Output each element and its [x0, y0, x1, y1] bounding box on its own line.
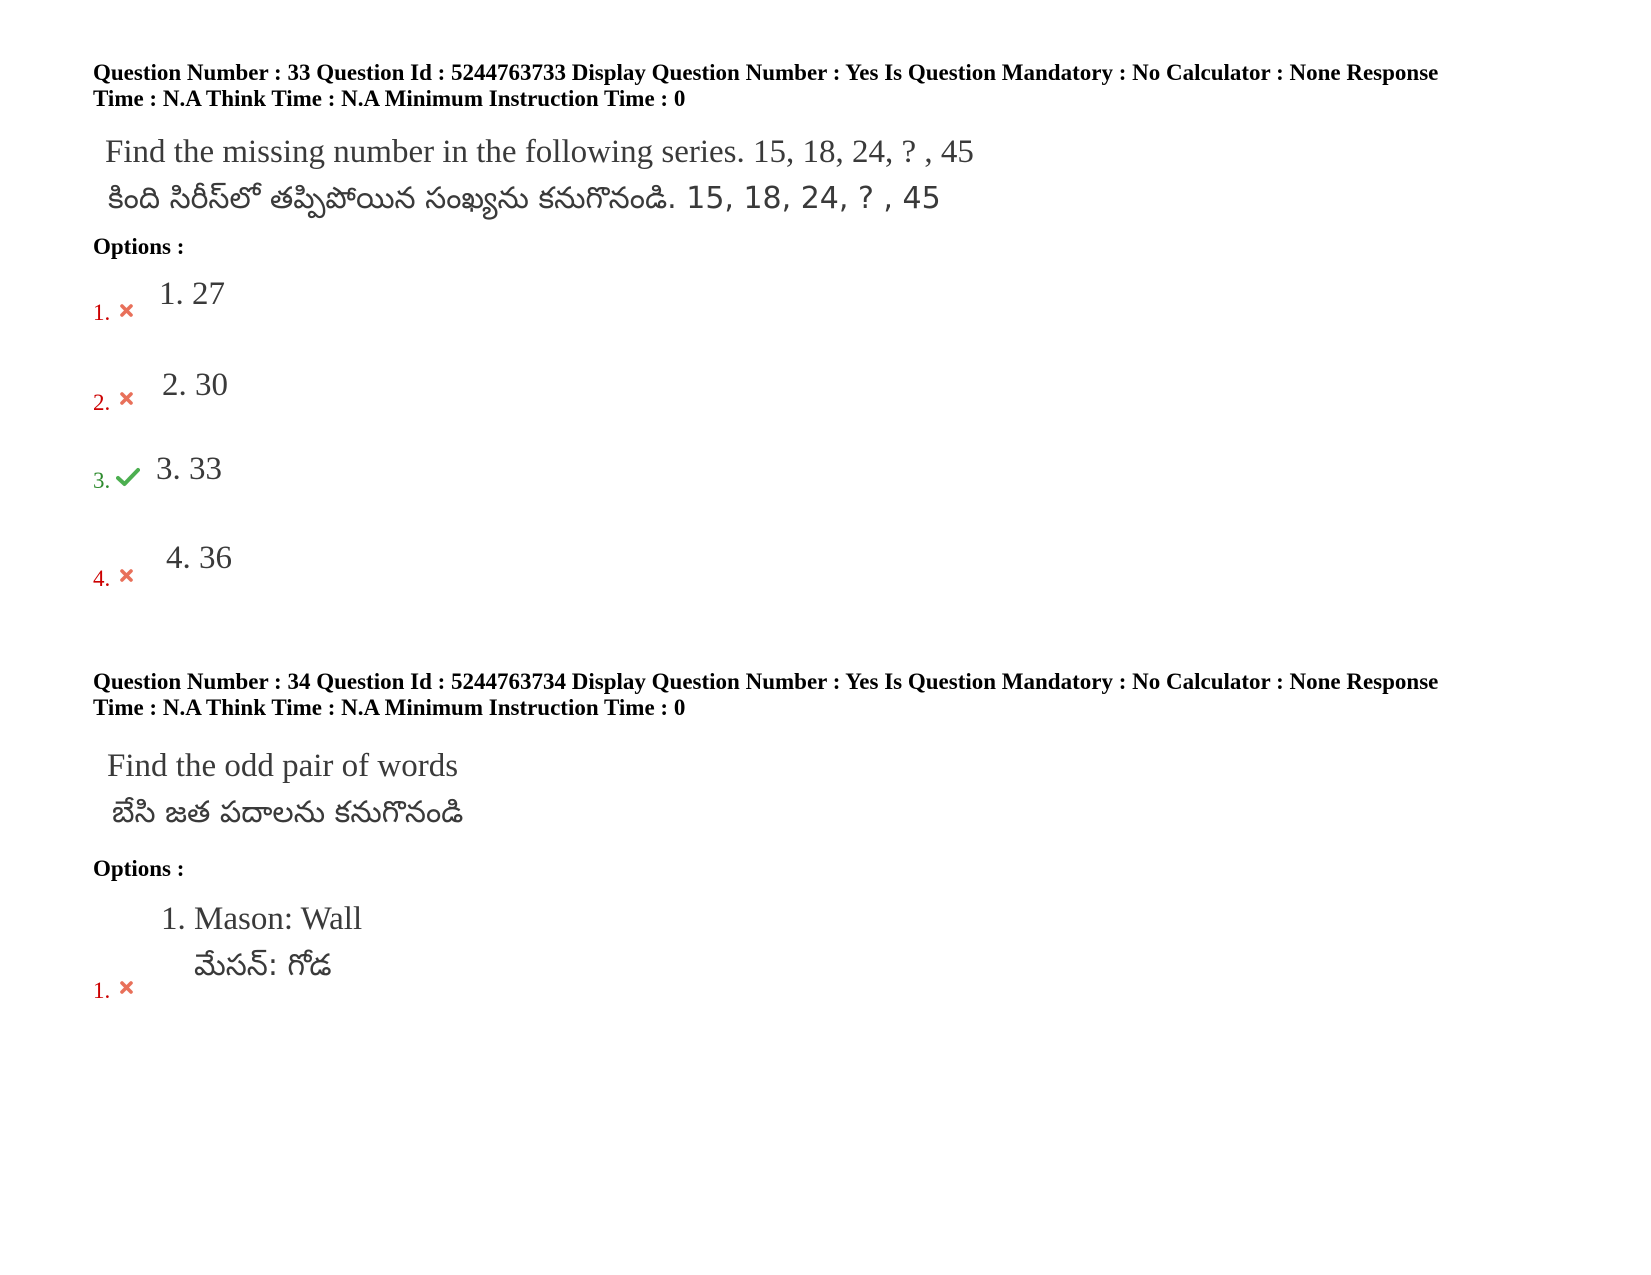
- question-33-option-1[interactable]: [93, 300, 110, 326]
- question-34-meta-line-2: Time : N.A Think Time : N.A Minimum Instruction Time : 0: [93, 695, 686, 720]
- question-33-meta-line-1: Question Number : 33 Question Id : 5244763733 Display Question Number : Yes Is Question Mandatory : No Calculator : None Response: [93, 60, 1439, 85]
- option-number: 4.: [93, 566, 111, 591]
- question-33-options-label: Options :: [93, 234, 185, 259]
- option-number: 3.: [93, 468, 111, 493]
- question-33-text-te: కింది సిరీస్‌లో తప్పిపోయిన సంఖ్యను కనుగొనండి. 15, 18, 24, ? , 45: [108, 181, 941, 216]
- question-33-option-4-text: 4. 36: [166, 540, 232, 576]
- question-34-text-en: Find the odd pair of words: [107, 748, 459, 784]
- question-34-options-label: Options :: [93, 856, 185, 881]
- question-33-option-4[interactable]: [93, 566, 110, 592]
- cross-icon: [119, 568, 134, 583]
- question-34-option-1-text-te: మేసన్: గోడ: [194, 948, 332, 983]
- question-34-option-1[interactable]: [93, 978, 110, 1004]
- option-number: 1.: [93, 978, 111, 1003]
- question-33-option-2[interactable]: [93, 390, 110, 416]
- question-34-text-te: బేసి జత పదాలను కనుగొనండి: [112, 795, 464, 830]
- cross-icon: [119, 303, 134, 318]
- cross-icon: [119, 391, 134, 406]
- question-34-meta-line-1: Question Number : 34 Question Id : 5244763734 Display Question Number : Yes Is Question Mandatory : No Calculator : None Response: [93, 669, 1439, 694]
- question-33-option-3-text: 3. 33: [156, 451, 222, 487]
- question-34-option-1-text: 1. Mason: Wall: [161, 901, 363, 937]
- cross-icon: [119, 980, 134, 995]
- check-icon: [116, 467, 140, 487]
- question-33-option-2-text: 2. 30: [162, 367, 228, 403]
- question-33-option-3[interactable]: [93, 468, 110, 494]
- question-33-option-1-text: 1. 27: [159, 276, 225, 312]
- option-number: 1.: [93, 300, 111, 325]
- question-33-meta-line-2: Time : N.A Think Time : N.A Minimum Instruction Time : 0: [93, 86, 686, 111]
- option-number: 2.: [93, 390, 111, 415]
- question-33-text-en: Find the missing number in the following series. 15, 18, 24, ? , 45: [105, 134, 974, 170]
